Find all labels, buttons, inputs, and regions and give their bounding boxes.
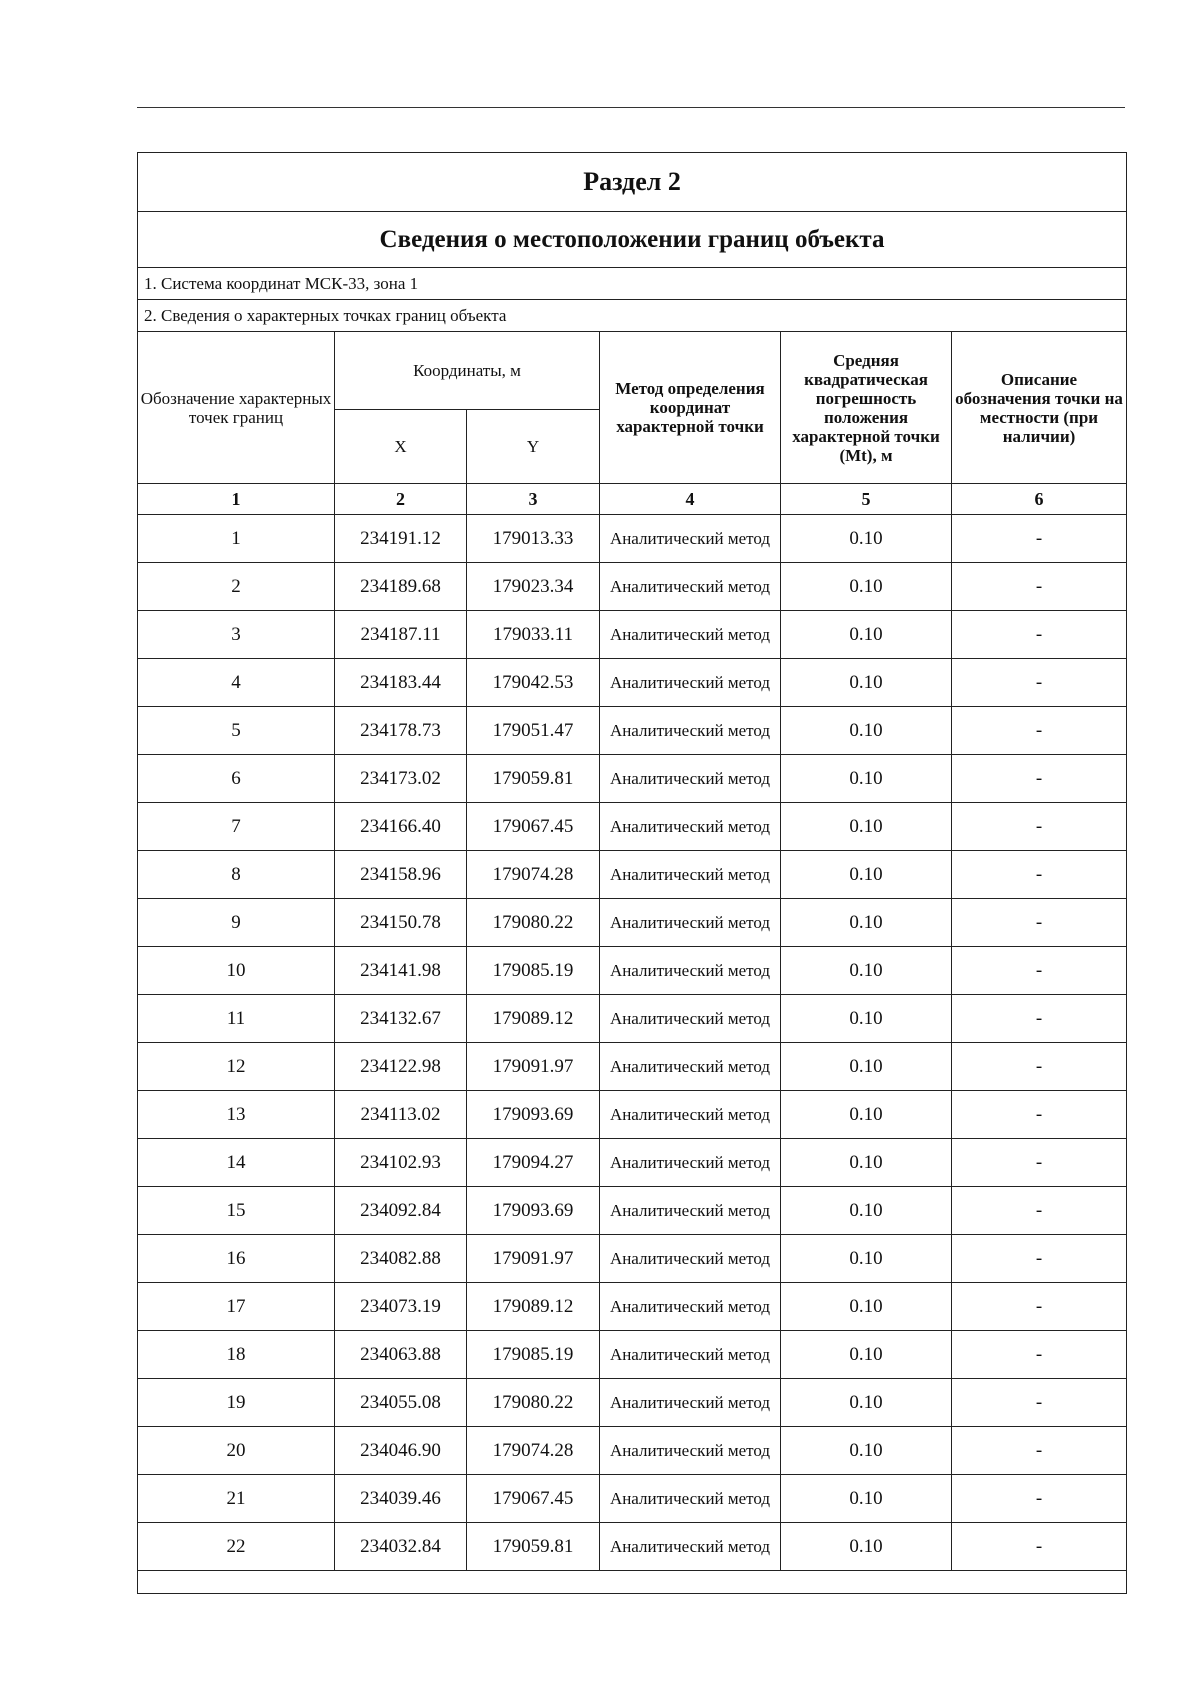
method-cell: Аналитический метод xyxy=(600,611,781,659)
x-coordinate-cell: 234032.84 xyxy=(335,1523,467,1571)
y-coordinate-cell: 179094.27 xyxy=(467,1139,600,1187)
description-cell: - xyxy=(952,1043,1127,1091)
description-cell: - xyxy=(952,755,1127,803)
point-number-cell: 2 xyxy=(138,563,335,611)
method-cell: Аналитический метод xyxy=(600,515,781,563)
description-cell: - xyxy=(952,1235,1127,1283)
header-coordinates: Координаты, м xyxy=(335,332,600,410)
table-row xyxy=(138,707,1127,755)
description-cell: - xyxy=(952,1475,1127,1523)
table-row xyxy=(138,851,1127,899)
method-cell: Аналитический метод xyxy=(600,851,781,899)
point-number-cell: 9 xyxy=(138,899,335,947)
boundary-points-table xyxy=(137,152,1127,1594)
point-number-cell: 4 xyxy=(138,659,335,707)
method-cell: Аналитический метод xyxy=(600,995,781,1043)
error-cell: 0.10 xyxy=(781,851,952,899)
table-row xyxy=(138,1043,1127,1091)
error-cell: 0.10 xyxy=(781,1139,952,1187)
error-cell: 0.10 xyxy=(781,1523,952,1571)
error-cell: 0.10 xyxy=(781,1475,952,1523)
method-cell: Аналитический метод xyxy=(600,899,781,947)
description-cell: - xyxy=(952,515,1127,563)
x-coordinate-cell: 234189.68 xyxy=(335,563,467,611)
error-cell: 0.10 xyxy=(781,1043,952,1091)
method-cell: Аналитический метод xyxy=(600,1139,781,1187)
point-number-cell: 16 xyxy=(138,1235,335,1283)
description-cell: - xyxy=(952,659,1127,707)
method-cell: Аналитический метод xyxy=(600,1523,781,1571)
point-number-cell: 14 xyxy=(138,1139,335,1187)
method-cell: Аналитический метод xyxy=(600,1331,781,1379)
column-number: 1 xyxy=(138,484,335,515)
y-coordinate-cell: 179067.45 xyxy=(467,1475,600,1523)
x-coordinate-cell: 234073.19 xyxy=(335,1283,467,1331)
y-coordinate-cell: 179074.28 xyxy=(467,1427,600,1475)
description-cell: - xyxy=(952,1523,1127,1571)
description-cell: - xyxy=(952,947,1127,995)
section-title: Раздел 2 xyxy=(138,153,1127,212)
description-cell: - xyxy=(952,1091,1127,1139)
description-cell: - xyxy=(952,803,1127,851)
error-cell: 0.10 xyxy=(781,1187,952,1235)
y-coordinate-cell: 179093.69 xyxy=(467,1091,600,1139)
column-number: 4 xyxy=(600,484,781,515)
description-cell: - xyxy=(952,611,1127,659)
error-cell: 0.10 xyxy=(781,563,952,611)
coordinate-system-line: 1. Система координат МСК-33, зона 1 xyxy=(138,268,1127,300)
point-number-cell: 19 xyxy=(138,1379,335,1427)
error-cell: 0.10 xyxy=(781,1091,952,1139)
y-coordinate-cell: 179023.34 xyxy=(467,563,600,611)
section-subtitle: Сведения о местоположении границ объекта xyxy=(138,212,1127,268)
error-cell: 0.10 xyxy=(781,1379,952,1427)
point-number-cell: 20 xyxy=(138,1427,335,1475)
point-number-cell: 13 xyxy=(138,1091,335,1139)
description-cell: - xyxy=(952,1427,1127,1475)
point-number-cell: 22 xyxy=(138,1523,335,1571)
table-row xyxy=(138,563,1127,611)
description-cell: - xyxy=(952,899,1127,947)
table-row xyxy=(138,1331,1127,1379)
error-cell: 0.10 xyxy=(781,899,952,947)
x-coordinate-cell: 234082.88 xyxy=(335,1235,467,1283)
method-cell: Аналитический метод xyxy=(600,1235,781,1283)
x-coordinate-cell: 234178.73 xyxy=(335,707,467,755)
description-cell: - xyxy=(952,1139,1127,1187)
y-coordinate-cell: 179080.22 xyxy=(467,899,600,947)
y-coordinate-cell: 179093.69 xyxy=(467,1187,600,1235)
column-number: 3 xyxy=(467,484,600,515)
description-cell: - xyxy=(952,1331,1127,1379)
table-row xyxy=(138,899,1127,947)
table-row xyxy=(138,803,1127,851)
column-number: 6 xyxy=(952,484,1127,515)
x-coordinate-cell: 234113.02 xyxy=(335,1091,467,1139)
x-coordinate-cell: 234102.93 xyxy=(335,1139,467,1187)
error-cell: 0.10 xyxy=(781,1235,952,1283)
description-cell: - xyxy=(952,707,1127,755)
x-coordinate-cell: 234039.46 xyxy=(335,1475,467,1523)
method-cell: Аналитический метод xyxy=(600,1187,781,1235)
error-cell: 0.10 xyxy=(781,611,952,659)
x-coordinate-cell: 234187.11 xyxy=(335,611,467,659)
method-cell: Аналитический метод xyxy=(600,563,781,611)
y-coordinate-cell: 179059.81 xyxy=(467,1523,600,1571)
x-coordinate-cell: 234191.12 xyxy=(335,515,467,563)
method-cell: Аналитический метод xyxy=(600,659,781,707)
method-cell: Аналитический метод xyxy=(600,803,781,851)
table-row xyxy=(138,1139,1127,1187)
x-coordinate-cell: 234166.40 xyxy=(335,803,467,851)
y-coordinate-cell: 179013.33 xyxy=(467,515,600,563)
point-number-cell: 1 xyxy=(138,515,335,563)
x-coordinate-cell: 234092.84 xyxy=(335,1187,467,1235)
x-coordinate-cell: 234122.98 xyxy=(335,1043,467,1091)
point-number-cell: 11 xyxy=(138,995,335,1043)
header-y: Y xyxy=(467,410,600,484)
table-row xyxy=(138,1187,1127,1235)
table-row xyxy=(138,1427,1127,1475)
y-coordinate-cell: 179080.22 xyxy=(467,1379,600,1427)
point-number-cell: 10 xyxy=(138,947,335,995)
y-coordinate-cell: 179085.19 xyxy=(467,1331,600,1379)
header-x: X xyxy=(335,410,467,484)
table-row xyxy=(138,755,1127,803)
table-row xyxy=(138,515,1127,563)
method-cell: Аналитический метод xyxy=(600,947,781,995)
x-coordinate-cell: 234132.67 xyxy=(335,995,467,1043)
y-coordinate-cell: 179089.12 xyxy=(467,1283,600,1331)
header-description: Описание обозначения точки на местности (при наличии) xyxy=(952,332,1127,484)
column-number: 5 xyxy=(781,484,952,515)
table-row xyxy=(138,1523,1127,1571)
table-row xyxy=(138,1235,1127,1283)
y-coordinate-cell: 179033.11 xyxy=(467,611,600,659)
table-row xyxy=(138,659,1127,707)
description-cell: - xyxy=(952,851,1127,899)
point-number-cell: 18 xyxy=(138,1331,335,1379)
x-coordinate-cell: 234183.44 xyxy=(335,659,467,707)
x-coordinate-cell: 234046.90 xyxy=(335,1427,467,1475)
description-cell: - xyxy=(952,1283,1127,1331)
point-number-cell: 8 xyxy=(138,851,335,899)
points-info-line: 2. Сведения о характерных точках границ объекта xyxy=(138,300,1127,332)
method-cell: Аналитический метод xyxy=(600,1427,781,1475)
header-method: Метод определения координат характерной точки xyxy=(600,332,781,484)
table-row xyxy=(138,947,1127,995)
method-cell: Аналитический метод xyxy=(600,1475,781,1523)
description-cell: - xyxy=(952,563,1127,611)
point-number-cell: 6 xyxy=(138,755,335,803)
error-cell: 0.10 xyxy=(781,1427,952,1475)
table-row xyxy=(138,1283,1127,1331)
method-cell: Аналитический метод xyxy=(600,707,781,755)
y-coordinate-cell: 179085.19 xyxy=(467,947,600,995)
y-coordinate-cell: 179074.28 xyxy=(467,851,600,899)
y-coordinate-cell: 179067.45 xyxy=(467,803,600,851)
y-coordinate-cell: 179089.12 xyxy=(467,995,600,1043)
error-cell: 0.10 xyxy=(781,947,952,995)
y-coordinate-cell: 179059.81 xyxy=(467,755,600,803)
error-cell: 0.10 xyxy=(781,1331,952,1379)
x-coordinate-cell: 234173.02 xyxy=(335,755,467,803)
error-cell: 0.10 xyxy=(781,515,952,563)
error-cell: 0.10 xyxy=(781,803,952,851)
error-cell: 0.10 xyxy=(781,659,952,707)
error-cell: 0.10 xyxy=(781,995,952,1043)
point-number-cell: 17 xyxy=(138,1283,335,1331)
y-coordinate-cell: 179051.47 xyxy=(467,707,600,755)
table-row xyxy=(138,1475,1127,1523)
x-coordinate-cell: 234150.78 xyxy=(335,899,467,947)
description-cell: - xyxy=(952,995,1127,1043)
table-row xyxy=(138,995,1127,1043)
header-error: Средняя квадратическая погрешность положения характерной точки (Mt), м xyxy=(781,332,952,484)
table-footer-spacer xyxy=(138,1571,1127,1594)
point-number-cell: 5 xyxy=(138,707,335,755)
description-cell: - xyxy=(952,1379,1127,1427)
y-coordinate-cell: 179042.53 xyxy=(467,659,600,707)
x-coordinate-cell: 234063.88 xyxy=(335,1331,467,1379)
y-coordinate-cell: 179091.97 xyxy=(467,1235,600,1283)
point-number-cell: 21 xyxy=(138,1475,335,1523)
point-number-cell: 3 xyxy=(138,611,335,659)
method-cell: Аналитический метод xyxy=(600,1283,781,1331)
description-cell: - xyxy=(952,1187,1127,1235)
table-row xyxy=(138,611,1127,659)
header-point-designation: Обозначение характерных точек границ xyxy=(138,332,335,484)
x-coordinate-cell: 234055.08 xyxy=(335,1379,467,1427)
table-row xyxy=(138,1379,1127,1427)
error-cell: 0.10 xyxy=(781,755,952,803)
method-cell: Аналитический метод xyxy=(600,1043,781,1091)
error-cell: 0.10 xyxy=(781,1283,952,1331)
method-cell: Аналитический метод xyxy=(600,755,781,803)
top-divider-line xyxy=(137,107,1125,108)
x-coordinate-cell: 234141.98 xyxy=(335,947,467,995)
column-number: 2 xyxy=(335,484,467,515)
method-cell: Аналитический метод xyxy=(600,1379,781,1427)
point-number-cell: 15 xyxy=(138,1187,335,1235)
point-number-cell: 7 xyxy=(138,803,335,851)
table-row xyxy=(138,1091,1127,1139)
method-cell: Аналитический метод xyxy=(600,1091,781,1139)
x-coordinate-cell: 234158.96 xyxy=(335,851,467,899)
error-cell: 0.10 xyxy=(781,707,952,755)
point-number-cell: 12 xyxy=(138,1043,335,1091)
y-coordinate-cell: 179091.97 xyxy=(467,1043,600,1091)
column-number-row xyxy=(138,484,1127,515)
